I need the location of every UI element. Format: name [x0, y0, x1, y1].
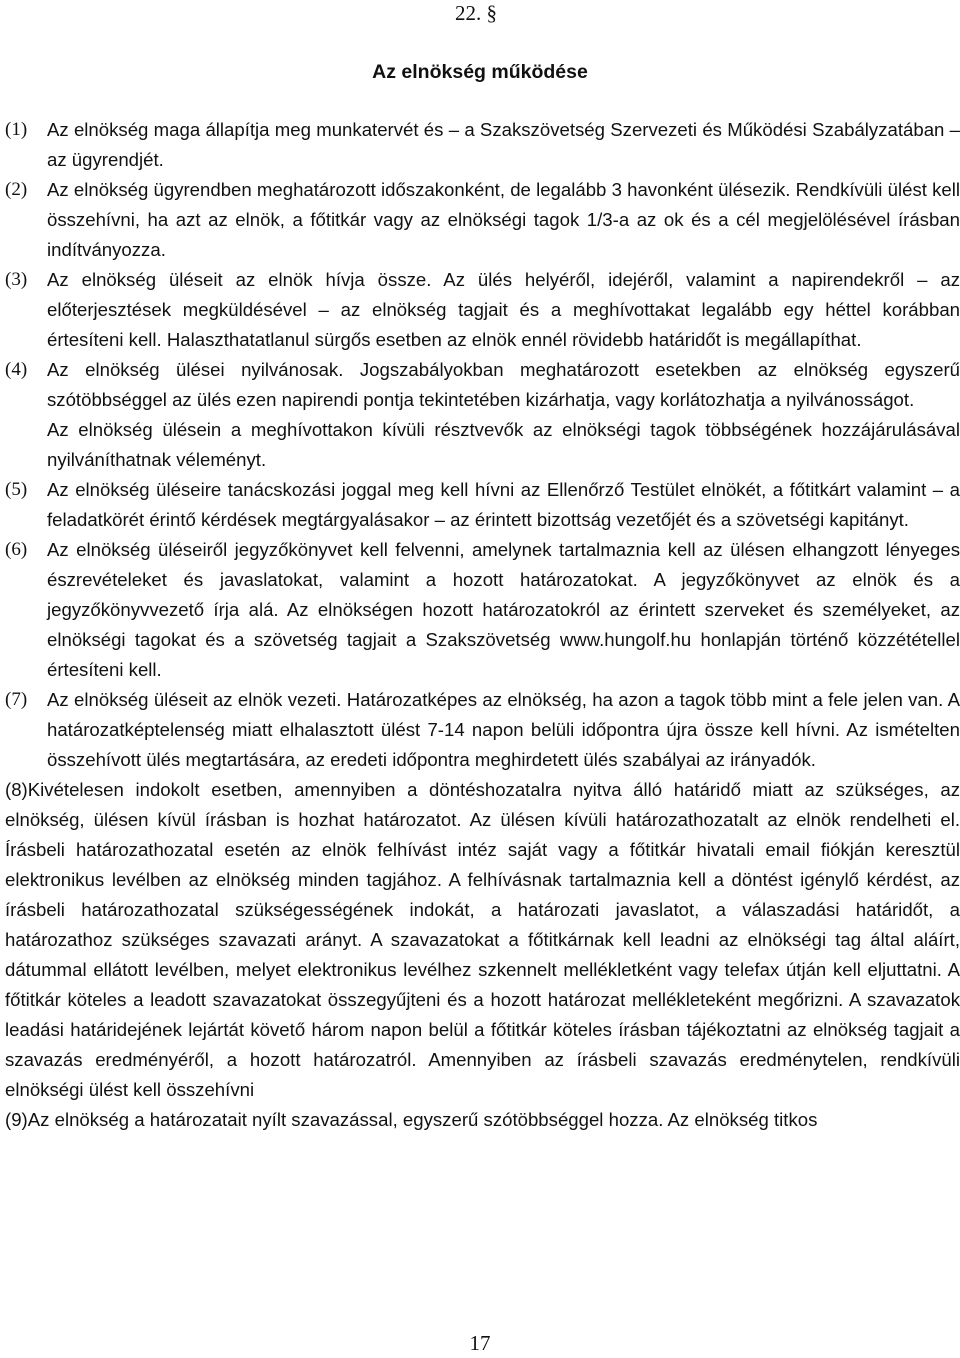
list-item — [5, 355, 960, 475]
list-item — [5, 175, 960, 265]
item-number: (8) — [5, 779, 28, 800]
list-item — [5, 475, 960, 535]
item-paragraph: Az elnökség üléseire tanácskozási joggal meg kell hívni az Ellenőrző Testület elnökét, a főtitkárt valamint – a feladatkörét érintő kérdések megtárgyalásakor – az érintett bizottság vezetőjét és a szövetségi kapitányt. — [47, 479, 960, 530]
list-item — [5, 685, 960, 775]
item-paragraph: Az elnökség a határozatait nyílt szavazással, egyszerű szótöbbséggel hozza. Az elnökség titkos — [27, 1109, 818, 1130]
item-paragraph: Az elnökség ügyrendben meghatározott időszakonként, de legalább 3 havonként ülésezik. Rendkívüli ülést kell összehívni, ha azt az elnök, a főtitkár vagy az elnökségi tagok 1/3-a az ok és a cél megjelölésével írásban indítványozza. — [47, 179, 960, 260]
list-item-9 — [5, 1105, 960, 1135]
item-paragraph: Az elnökség ülésein a meghívottakon kívüli résztvevők az elnökségi tagok többségének hozzájárulásával nyilváníthatnak véleményt. — [47, 419, 960, 470]
list-item — [5, 535, 960, 685]
item-paragraph: Az elnökség maga állapítja meg munkatervét és – a Szakszövetség Szervezeti és Működési Szabályzatában – az ügyrendjét. — [47, 119, 960, 170]
item-number: (2) — [5, 179, 28, 200]
item-paragraph: Az elnökség üléseiről jegyzőkönyvet kell felvenni, amelynek tartalmaznia kell az ülésen elhangzott lényeges észrevételeket és javaslatokat, valamint a hozott határozatokat. A jegyzőkönyvet az elnök és a jegyzőkönyvvezető írja alá. Az elnökségen hozott határozatokról az érintett szerveket és személyeket, az elnökségi tagokat és a szövetség tagjait a Szakszövetség www.hungolf.hu honlapján történő közzététellel értesíteni kell. — [47, 539, 960, 680]
item-paragraph: Az elnökség ülései nyilvánosak. Jogszabályokban meghatározott esetekben az elnökség egyszerű szótöbbséggel az ülés ezen napirendi pontja tekintetében kizárhatja, vagy korlátozhatja a nyilvánosságot. — [47, 359, 960, 410]
item-number: (3) — [5, 269, 28, 290]
list-item — [5, 115, 960, 175]
section-number: 22. § — [455, 1, 497, 25]
item-number: (7) — [5, 689, 28, 710]
item-number: (4) — [5, 359, 28, 380]
section-title: Az elnökség működése — [372, 61, 588, 83]
item-number: (5) — [5, 479, 28, 500]
item-number: (1) — [5, 119, 28, 140]
item-number: (6) — [5, 539, 28, 560]
list-item — [5, 265, 960, 355]
page-number: 17 — [469, 1331, 491, 1355]
item-paragraph: Az elnökség üléseit az elnök vezeti. Határozatképes az elnökség, ha azon a tagok több mint a fele jelen van. A határozatképtelenség miatt elhalasztott ülést 7-14 napon belüli időpontra újra össze kell hívni. Az ismételten összehívott ülés megtartására, az eredeti időpontra meghirdetett ülés szabályai az irányadók. — [47, 689, 960, 770]
document-body — [5, 115, 960, 1135]
item-paragraph: Az elnökség üléseit az elnök hívja össze. Az ülés helyéről, idejéről, valamint a napirendekről – az előterjesztések megküldésével – az elnökség tagjait és a meghívottakat legalább egy héttel korábban értesíteni kell. Halaszthatatlanul sürgős esetben az elnök ennél rövidebb határidőt is megállapíthat. — [47, 269, 960, 350]
list-item-8 — [5, 775, 960, 1105]
item-paragraph: Kivételesen indokolt esetben, amennyiben a döntéshozatalra nyitva álló határidő miatt az szükséges, az elnökség, ülésen kívül írásban is hozhat határozatot. Az ülésen kívüli határozathozatalt az elnök rendelheti el. Írásbeli határozathozatal esetén az elnök felhívást intéz saját vagy a főtitkár hivatali email fiókján keresztül elektronikus levélben az elnökség minden tagjához. A felhívásnak tartalmaznia kell a döntést igénylő kérdést, az írásbeli határozathozatal szükségességének indokát, a határozati javaslatot, a válaszadási határidőt, a határozathoz szükséges szavazati arányt. A szavazatokat a főtitkárnak kell leadni az elnökségi tag által aláírt, dátummal ellátott levélben, melyet elektronikus levélhez szkennelt mellékletként vagy telefax útján kell eljuttatni. A főtitkár köteles a leadott szavazatokat összegyűjteni és a hozott határozat mellékleteként megőrizni. A szavazatok leadási határidejének lejártát követő három napon belül a főtitkár köteles írásban tájékoztatni az elnökség tagjait a szavazás eredményéről, a hozott határozatról. Amennyiben az írásbeli szavazás eredménytelen, rendkívüli elnökségi ülést kell összehívni — [5, 779, 960, 1100]
item-number: (9) — [5, 1109, 28, 1130]
